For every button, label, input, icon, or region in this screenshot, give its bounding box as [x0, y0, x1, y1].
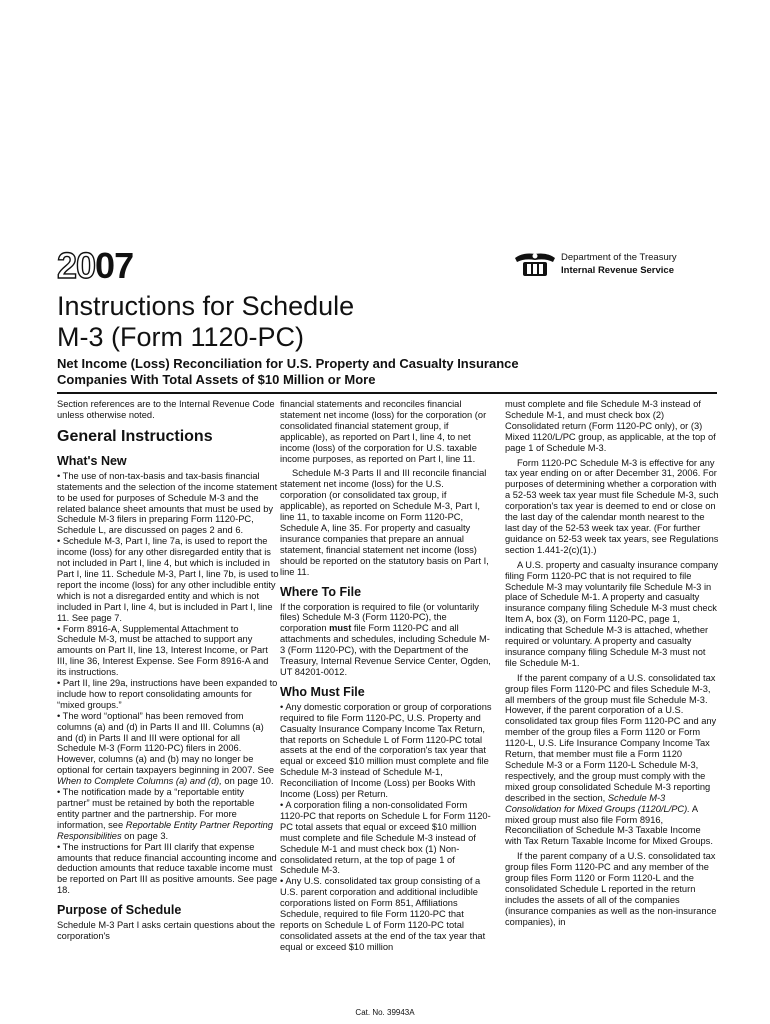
- bullet-item: • Form 8916-A, Supplemental Attachment to Schedule M-3, must be attached to support any amounts on Part II, line 13, Interest Income, or Part III, line 36, Interest Expense. See Form 8916-A and its instructions.: [57, 623, 269, 678]
- cross-reference: Reportable Entity Partner Reporting Responsibilities: [57, 819, 274, 841]
- body-paragraph: [280, 602, 492, 678]
- text-run: on page 3.: [121, 830, 169, 841]
- form-year: [57, 245, 134, 286]
- text-run: file Form 1120-PC and all attachments and schedules, including Schedule M-3 (Form 1120-PC), with the Department of the Treasury, Internal Revenue Service Center, Ogden, UT 84201-0012.: [280, 623, 491, 677]
- body-paragraph: Schedule M-3 Parts II and III reconcile financial statement net income (loss) for the U.S. corporation (or consolidated tax group, if applicable), as reported on Schedule M-3, Part I, line 11, to taxable income on Form 1120-PC, Schedule A, line 35. For property and casualty insurance companies that prepare an annual statement, financial statement net income (loss) should be reported on the statutory basis on Part I, line 11.: [280, 468, 489, 577]
- bullet-item: • Any U.S. consolidated tax group consisting of a U.S. parent corporation and additional includible corporations listed on Form 851, Affiliations Schedule, required to file Form 1120-PC that reports on Schedule L of Form 1120-PC total consolidated assets at the end of the tax year that equal or exceed $10 million: [280, 876, 486, 952]
- bullet-item: • Part II, line 29a, instructions have been expanded to include how to report consolidating amounts for “mixed groups.”: [57, 678, 278, 710]
- heading-whats-new: What's New: [57, 453, 127, 468]
- title-line-1: Instructions for Schedule: [57, 291, 355, 321]
- agency-name: Internal Revenue Service: [561, 265, 674, 276]
- intro-paragraph: Section references are to the Internal Revenue Code unless otherwise noted.: [57, 399, 275, 420]
- catalog-number: Cat. No. 39943A: [355, 1008, 415, 1017]
- heading-general-instructions: General Instructions: [57, 427, 213, 445]
- subtitle-line-1: Net Income (Loss) Reconciliation for U.S. Property and Casualty Insurance: [57, 356, 519, 371]
- text-run: on page 10.: [221, 776, 274, 787]
- column-3: [505, 399, 719, 928]
- year-solid-digits: 07: [95, 245, 134, 286]
- bullet-item: • A corporation filing a non-consolidated Form 1120-PC that reports on Schedule L for Form 1120-PC total assets that equal or exceed $10 million must complete and file Schedule M-3 instead of Schedule M-1 and must check box (1) Non-consolidated return, at the top of page 1 of Schedule M-3.: [280, 800, 491, 876]
- body-paragraph: Form 1120-PC Schedule M-3 is effective for any tax year ending on or after December 31, 2006. For purposes of determining whether a corporation with a 52-53 week tax year must file Schedule M-3, such corporation's tax year is deemed to end or close on the last day of the calendar month nearest to the last day of the 52-53 week tax year. (For further guidance on 52-53 week tax years, see Regulations section 1.441-2(c)(1).): [505, 457, 719, 555]
- bullet-item: • The use of non-tax-basis and tax-basis financial statements and the selection of the income statement to be used for purposes of Schedule M-3 and the related balance sheet amounts that must be used by Schedule M-3 filers in preparing Form 1120-PC, Schedule L, are discussed on pages 2 and 6.: [57, 470, 278, 536]
- header-rule: [57, 392, 717, 394]
- heading-where-to-file: Where To File: [280, 584, 362, 599]
- body-paragraph: financial statements and reconciles financial statement net income (loss) for the corporation (or consolidated financial statement group, if applicable), as reported on Part I, line 4, to net income (loss) of the corporation for U.S. taxable income purposes, as reported on Part I, line 11.: [280, 399, 487, 464]
- cross-reference: Schedule M-3 Consolidation for Mixed Groups (1120/L/PC).: [505, 792, 690, 814]
- purpose-paragraph: Schedule M-3 Part I asks certain questions about the corporation's: [57, 920, 276, 942]
- bullet-item: • The instructions for Part III clarify that expense amounts that reduce financial accounting income and deduction amounts that reduce taxable income must be reported on Part III as positive amounts. See page 18.: [57, 841, 278, 896]
- heading-who-must-file: Who Must File: [280, 684, 365, 699]
- bullet-item: [57, 787, 279, 842]
- title-line-2: M-3 (Form 1120-PC): [57, 322, 305, 352]
- text-run: If the parent company of a U.S. consolidated tax group files Form 1120-PC and files Schedule M-3, all members of the group must file Schedule M-3. However, if the parent corporation of a U.S. consolidated tax group files Form 1120-PC and any member of the group files a Form 1120 or Form 1120-L, U.S. Life Insurance Company Income Tax Return, that member must file a Form 1120 Schedule M-3 or a Form 1120-L Schedule M-3, respectively, and the group must comply with the mixed group consolidated Schedule M-3 reporting described in the section,: [505, 672, 717, 803]
- text-run: • The notification made by a “reportable entity partner” must be retained by both the reportable entity partner and the partnership. For more information, see: [57, 787, 255, 830]
- column-1: [57, 399, 279, 942]
- document-title: [57, 291, 657, 353]
- irs-eagle-logo-icon: [513, 250, 557, 280]
- text-run: A mixed group must also file Form 8916, Reconciliation of Schedule M-3 Taxable Income with Tax Return Taxable Income for Mixed Groups.: [505, 803, 713, 847]
- document-subtitle: [57, 356, 697, 388]
- cross-reference: When to Complete Columns (a) and (d),: [57, 776, 222, 787]
- column-2: [280, 399, 492, 953]
- subtitle-line-2: Companies With Total Assets of $10 Million or More: [57, 372, 376, 387]
- emphasis: must: [329, 623, 352, 634]
- heading-purpose-of-schedule: Purpose of Schedule: [57, 903, 182, 918]
- body-paragraph: If the parent company of a U.S. consolidated tax group files Form 1120-PC and any member of the group files Form 1120 or Form 1120-L and the consolidated Schedule L reported in the return includes the assets of all of the companies (insurance companies as well as the non-insurance companies), in: [505, 851, 717, 927]
- bullet-item: • Schedule M-3, Part I, line 7a, is used to report the income (loss) for any other disregarded entity that is not included in Part I, line 4, but which is included in Part I, line 11. Schedule M-3, Part I, line 7b, is used to report the income (loss) for any other includible entity which is not a disregarded entity and which is not included in Part I, line 4, but is included in Part I, line 11. See page 7.: [57, 536, 279, 623]
- text-run: • The word “optional” has been removed from columns (a) and (d) in Parts II and III. Columns (a) and (d) in Parts II and III were optional for all Schedule M-3 (Form 1120-PC) filers in 2006. However, columns (a) and (b) may no longer be optional for certain taxpayers beginning in 2007. See: [57, 710, 275, 776]
- bullet-item: • Any domestic corporation or group of corporations required to file Form 1120-PC, U.S. Property and Casualty Insurance Company Income Tax Return, that reports on Schedule L of Form 1120-PC total assets at the end of the corporation's tax year that equal or exceed $10 million must complete and file Schedule M-3 instead of Schedule M-1, Reconciliation of Income (Loss) per Books With Income (Loss) per Return.: [280, 701, 492, 800]
- treasury-block: [513, 250, 718, 280]
- year-outline-digits: 20: [57, 245, 96, 286]
- text-run: If the corporation is required to file (or voluntarily files) Schedule M-3 (Form 1120-PC), the corporation: [280, 601, 479, 634]
- body-paragraph: [505, 673, 719, 848]
- department-name: Department of the Treasury: [561, 252, 677, 263]
- body-paragraph: A U.S. property and casualty insurance company filing Form 1120-PC that is not required to file Schedule M-3 may voluntarily file Schedule M-3 in place of Schedule M-1. A property and casualty insurance company filing Schedule M-3 must check Item A, box (3), on Form 1120-PC, page 1, indicating that Schedule M-3 is attached, whether required or voluntary. A property and casualty insurance company filing Schedule M-3 must not file Schedule M-1.: [505, 559, 719, 668]
- body-paragraph: must complete and file Schedule M-3 instead of Schedule M-1, and must check box (2) Consolidated return (Form 1120-PC only), or (3) Mixed 1120/L/PC group, as applicable, at the top of page 1 of Schedule M-3.: [505, 399, 716, 453]
- bullet-item: [57, 711, 279, 787]
